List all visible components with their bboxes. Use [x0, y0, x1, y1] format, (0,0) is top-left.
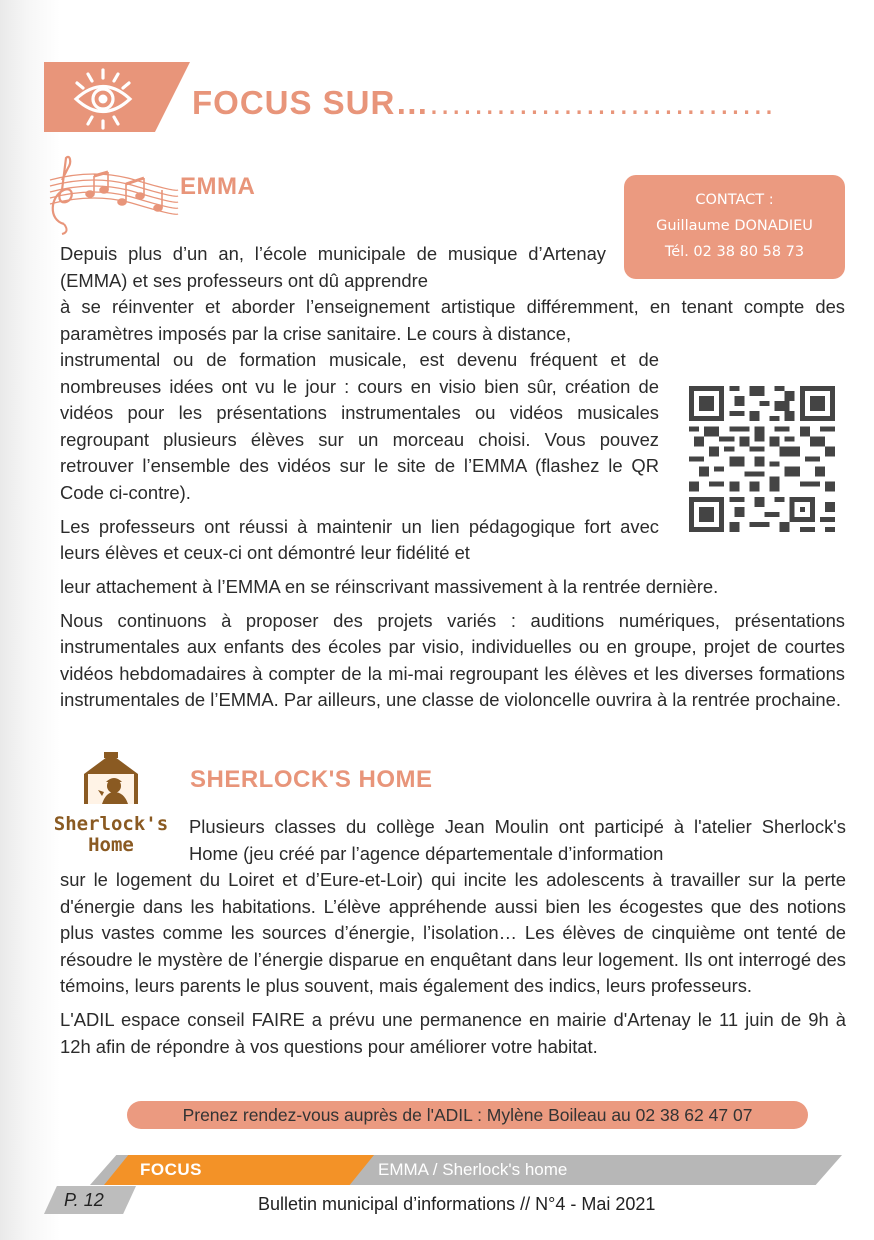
- sherlock-paragraph-1b: sur le logement du Loiret et d’Eure-et-Loir) qui incite les adolescents à travailler sur la perte d'énergie dans les habitations. L’élève appréhende aussi bien les écogestes que des notions plus vastes comme les sources d’énergie, l’isolation… Les élèves de cinquième ont tenté de résoudre le mystère de l’énergie disparue en enquêtant dans leur logement. Ils ont interrogé des témoins, leurs parents le plus souvent, mais également des indics, leurs professeurs.: [60, 869, 846, 997]
- emma-paragraph-1b: à se réinventer et aborder l’enseignement artistique différemment, en tenant compte des paramètres imposés par la crise sanitaire. Le cours à distance,: [60, 296, 845, 344]
- emma-paragraph-1c-text: instrumental ou de formation musicale, est devenu fréquent et de nombreuses idées ont vu le jour : cours en visio bien sûr, création de vidéos pour les présentations instrumentales ou vidéos musicales regroupant plusieurs élèves sur un morceau choisi. Vous pouvez retrouver l’ensemble des vidéos sur le site de l’EMMA (flashez le QR Code ci-contre).: [60, 349, 659, 503]
- emma-paragraph-1a: Depuis plus d’un an, l’école municipale de musique d’Artenay (EMMA) et ses professeurs ont dû apprendre: [60, 243, 606, 291]
- qr-code[interactable]: [688, 386, 836, 532]
- sherlock-paragraph-block: [60, 867, 846, 1060]
- emma-paragraph-2a: Les professeurs ont réussi à maintenir un lien pédagogique fort avec leurs élèves et ceux-ci ont démontré leur fidélité et: [60, 515, 659, 564]
- sherlock-logo-line2: Home: [88, 834, 134, 856]
- page-title: [192, 84, 852, 122]
- contact-name: Guillaume DONADIEU: [656, 218, 813, 234]
- appointment-banner: Prenez rendez-vous auprès de l'ADIL : Mylène Boileau au 02 38 62 47 07: [127, 1101, 808, 1129]
- eye-icon: [70, 66, 136, 132]
- footer-section-label: FOCUS: [140, 1160, 202, 1179]
- sherlock-logo-text: [44, 814, 178, 856]
- emma-paragraph-1c: [60, 347, 659, 567]
- sherlock-logo-line1: Sherlock's: [53, 813, 169, 835]
- footer-topic-label: EMMA / Sherlock's home: [378, 1160, 568, 1179]
- contact-label: CONTACT :: [695, 192, 774, 208]
- sherlock-paragraph-2: L'ADIL espace conseil FAIRE a prévu une permanence en mairie d'Artenay le 11 juin de 9h à 12h afin de répondre à vos questions pour améliorer votre habitat.: [60, 1008, 846, 1057]
- page-title-text: FOCUS SUR…: [192, 84, 430, 121]
- contact-box: [624, 175, 845, 279]
- contact-phone[interactable]: Tél. 02 38 80 58 73: [664, 244, 805, 260]
- music-notes-icon: [40, 150, 180, 236]
- page-number: P. 12: [64, 1190, 104, 1210]
- sherlock-paragraph-1a: Plusieurs classes du collège Jean Moulin ont participé à l'atelier Sherlock's Home (jeu créé par l’agence départementale d’information: [189, 816, 846, 864]
- emma-paragraph-2b: leur attachement à l’EMMA en se réinscrivant massivement à la rentrée dernière.: [60, 576, 719, 597]
- sherlock-title: SHERLOCK'S HOME: [190, 766, 433, 793]
- emma-paragraph-3: Nous continuons à proposer des projets variés : auditions numériques, présentations instrumentales aux enfants des écoles par visio, individuelles ou en groupe, projet de courtes vidéos hebdomadaires à compter de la mi-mai regroupant les élèves et les diverses formations instrumentales de l’EMMA. Par ailleurs, une classe de violoncelle ouvrira à la rentrée prochaine.: [60, 609, 845, 711]
- title-dots: ...............................: [429, 84, 776, 121]
- bulletin-title: Bulletin municipal d’informations // N°4 - Mai 2021: [258, 1194, 656, 1214]
- emma-title: EMMA: [180, 173, 256, 200]
- emma-paragraph-block: [60, 574, 845, 714]
